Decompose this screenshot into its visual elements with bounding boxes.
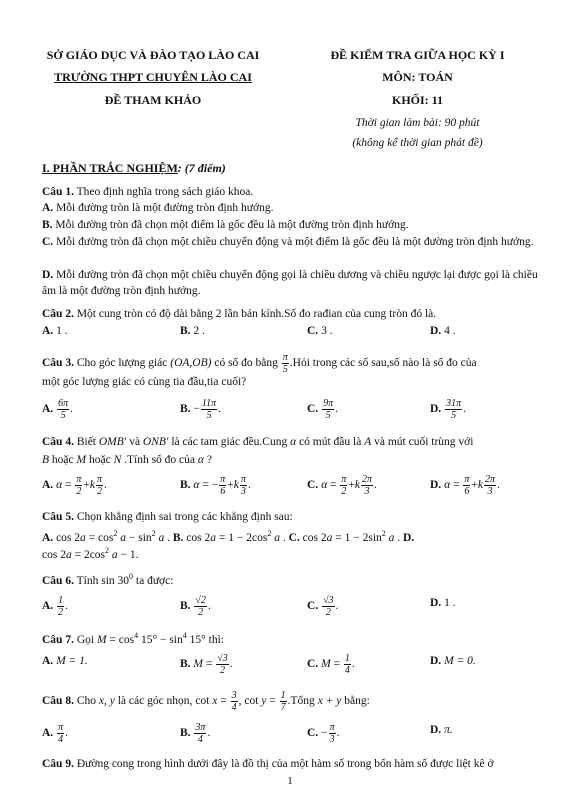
q3-option-c: C. $\frac{9\pi}{5}$ . <box>307 398 338 421</box>
question-7: Câu 7. Gọi $M = \cos^4 15^\circ - \sin^4 15^\circ$ thì: <box>42 631 224 646</box>
subject: MÔN: TOÁN <box>382 70 453 84</box>
question-5: Câu 5. Chọn khẳng định sai trong các khẳng định sau: <box>42 511 293 523</box>
q7-option-a: A. M = 1. <box>42 655 88 667</box>
exam-title: ĐỀ KIỂM TRA GIỮA HỌC KỲ I <box>330 48 505 62</box>
question-3-cont: một góc lượng giác có cùng tia đầu,tia cuối? <box>42 376 247 388</box>
q3-option-b: B. − $\frac{11\pi}{5}$ . <box>180 398 222 421</box>
q3-option-a: A. $\frac{6\pi}{5}$ . <box>42 398 73 421</box>
q2-option-b: B. 2 . <box>180 325 205 337</box>
section-title: I. PHẦN TRẮC NGHIỆM: (7 điểm) <box>42 161 226 175</box>
q6-option-a: A. $\frac{1}{2}$ . <box>42 595 68 618</box>
q1-option-c: C. Mỗi đường tròn đã chọn một chiều chuyển động và một điểm là gốc đều là một đường tròn định hướng. <box>42 236 534 248</box>
q7-option-c: C. M = $\frac{1}{4}$ . <box>307 653 355 676</box>
q6-option-b: B. $\frac{√2}{2}$ . <box>180 595 211 618</box>
q2-option-d: D. 4 . <box>430 325 456 337</box>
time-note: (không kể thời gian phát đề) <box>352 137 483 149</box>
q8-option-a: A. $\frac{\pi}{4}$ . <box>42 722 68 745</box>
q7-option-d: D. M = 0. <box>430 655 476 667</box>
question-2: Câu 2. Một cung tròn có độ dài bằng 2 lần bán kính.Số đo rađian của cung tròn đó là. <box>42 308 437 320</box>
question-4: Câu 4. Biết OMB′ và ONB′ là các tam giác đều.Cung α có mút đầu là A và mút cuối trùng với <box>42 436 474 448</box>
q2-option-a: A. 1 . <box>42 325 68 337</box>
q4-option-d: D. α = $\frac{\pi}{6}$ +k $\frac{2\pi}{3}$ . <box>430 474 500 497</box>
q8-option-d: D. π. <box>430 724 453 736</box>
q6-option-c: C. $\frac{√3}{2}$ . <box>307 595 339 618</box>
dept-name: SỞ GIÁO DỤC VÀ ĐÀO TẠO LÀO CAI <box>46 48 260 62</box>
time-limit: Thời gian làm bài: 90 phút <box>355 117 480 129</box>
q5-option-d: $\cos 2a = 2\cos^2$ a − 1. <box>42 546 139 561</box>
school-name: TRƯỜNG THPT CHUYÊN LÀO CAI <box>54 70 252 84</box>
q6-option-d: D. 1 . <box>430 597 456 609</box>
question-4-cont: B hoặc M hoặc N .Tính số đo của α ? <box>42 454 212 466</box>
q4-option-a: A. α = $\frac{\pi}{2}$ +k $\frac{\pi}{2}$ . <box>42 474 107 497</box>
q4-option-b: B. α = − $\frac{\pi}{6}$ +k $\frac{\pi}{3}$ . <box>180 474 251 497</box>
q3-option-d: D. $\frac{31\pi}{5}$ . <box>430 398 466 421</box>
grade: KHỐI: 11 <box>391 93 443 107</box>
q1-option-d: D. Mỗi đường tròn đã chọn một chiều chuyển động gọi là chiều dương và chiều ngược lại được gọi là chiều âm là một đường tròn định hướng. <box>42 269 538 297</box>
q5-options: A. $\cos 2a = \cos^2 a - \sin^2 a$ . B. $\cos 2a = 1 - 2\cos^2$ a . C. $\cos 2a = 1 - 2\sin^2$ a . D. <box>42 529 415 544</box>
q1-option-b: B. Mỗi đường tròn đã chọn một điểm là gốc đều là một đường tròn định hướng. <box>42 219 409 231</box>
question-6: Câu 6. Tính $\sin 30^0$ ta được: <box>42 572 174 587</box>
question-1: Câu 1. Theo định nghĩa trong sách giáo khoa. <box>42 186 254 198</box>
question-9: Câu 9. Đường cong trong hình dưới đây là đồ thị của một hàm số trong bốn hàm số được liệt kê ở <box>42 758 494 770</box>
exam-type: ĐỀ THAM KHẢO <box>104 93 202 107</box>
q7-option-b: B. M = $\frac{√3}{2}$ . <box>180 653 233 676</box>
q4-option-c: C. α = $\frac{\pi}{2}$ +k $\frac{2\pi}{3}$ . <box>307 474 377 497</box>
q8-option-c: C. − $\frac{\pi}{3}$ . <box>307 722 340 745</box>
q1-option-a: A. Mỗi đường tròn là một đường tròn định hướng. <box>42 202 274 214</box>
q2-option-c: C. 3 . <box>307 325 333 337</box>
page-number: 1 <box>287 775 293 787</box>
question-8: Câu 8. Cho x, y là các góc nhọn, cot x = $\frac{3}{4}$ , cot y = $\frac{1}{7}$ .Tổng x + y bằng: <box>42 690 370 713</box>
question-3: Câu 3. Cho góc lượng giác (OA,OB) có số đo bằng $\frac{\pi}{5}$ .Hỏi trong các số sau,số nào là số đo của <box>42 352 477 375</box>
q8-option-b: B. $\frac{3\pi}{4}$ . <box>180 722 211 745</box>
